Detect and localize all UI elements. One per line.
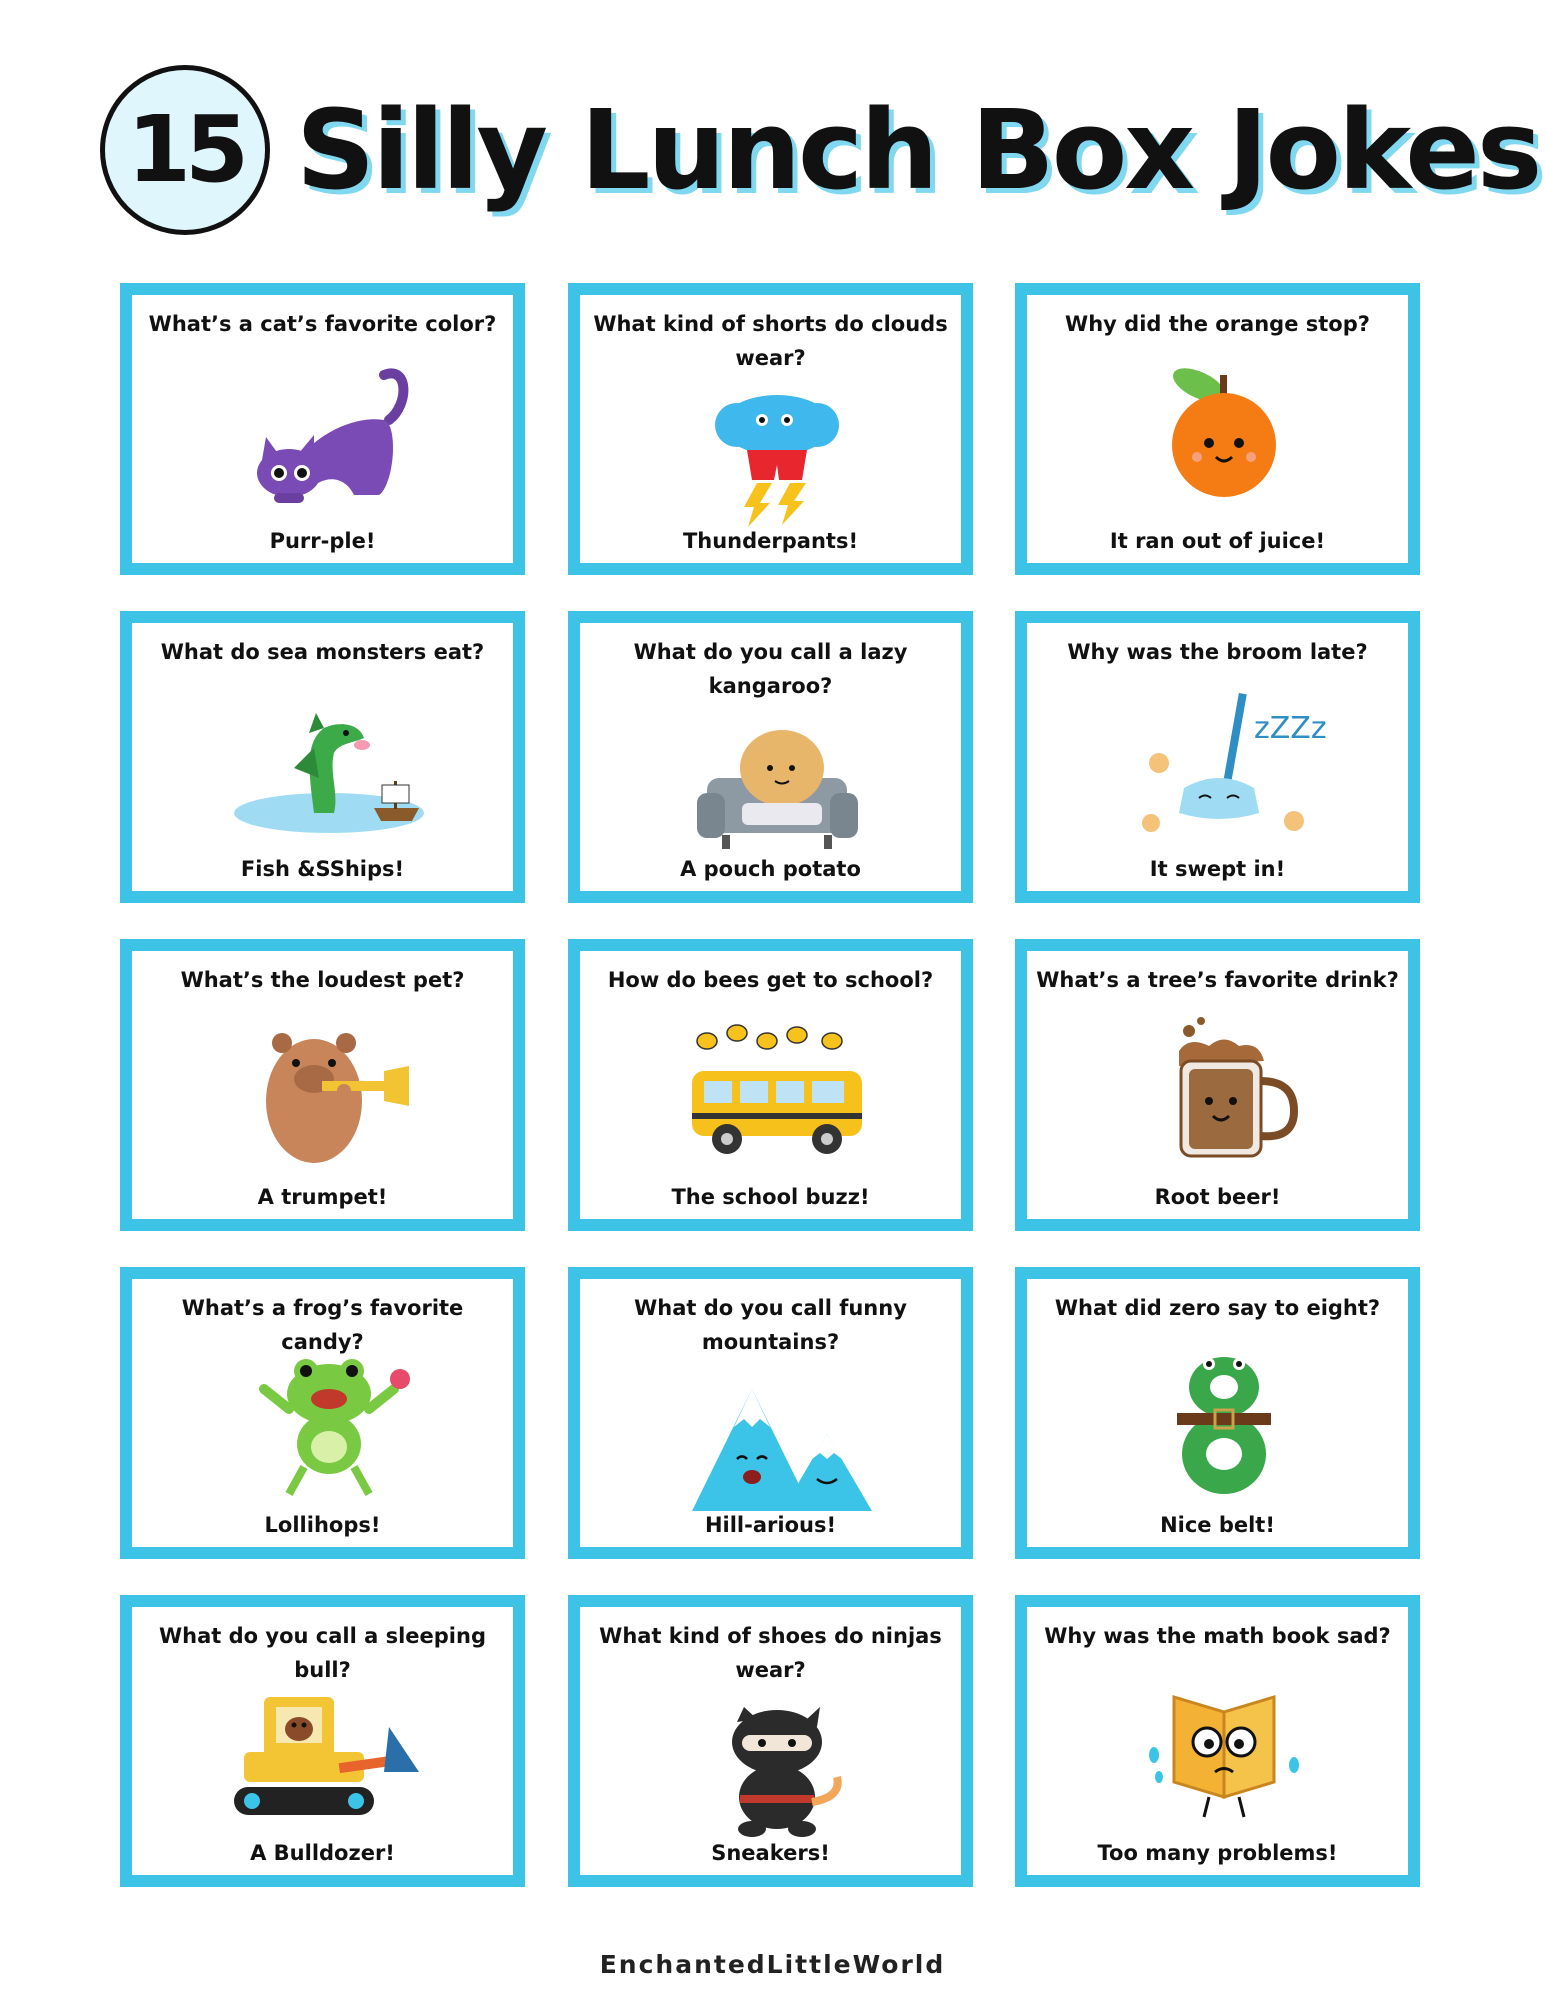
joke-card	[568, 1595, 973, 1887]
bull-bulldozer-icon	[234, 1677, 424, 1827]
footer-brand: EnchantedLittleWorld	[599, 1950, 946, 1979]
school-bus-bees-icon	[682, 1021, 872, 1171]
joke-question: Why was the broom late?	[1067, 640, 1368, 664]
purple-cat-icon	[234, 365, 424, 515]
joke-card	[1015, 1595, 1420, 1887]
laughing-mountains-icon	[682, 1379, 872, 1514]
joke-card	[1015, 283, 1420, 575]
joke-card	[120, 1595, 525, 1887]
crying-book-icon	[1129, 1677, 1319, 1827]
joke-count-badge: 15	[100, 65, 270, 235]
joke-answer: Lollihops!	[264, 1513, 381, 1537]
joke-answer: It swept in!	[1149, 857, 1286, 881]
joke-answer: A pouch potato	[680, 857, 861, 881]
joke-question: What’s a tree’s favorite drink?	[1036, 968, 1399, 992]
joke-answer: Nice belt!	[1160, 1513, 1275, 1537]
joke-card	[120, 611, 525, 903]
joke-answer: Purr-ple!	[269, 529, 376, 553]
joke-question: What do you call funny mountains?	[634, 1296, 907, 1354]
joke-question: What’s the loudest pet?	[180, 968, 465, 992]
joke-question: How do bees get to school?	[607, 968, 934, 992]
joke-question: What do you call a sleeping bull?	[159, 1624, 486, 1682]
cloud-thunderpants-icon	[682, 395, 872, 530]
joke-card	[120, 1267, 525, 1559]
joke-card	[568, 939, 973, 1231]
joke-question: What kind of shorts do clouds wear?	[593, 312, 948, 370]
joke-card	[1015, 939, 1420, 1231]
joke-card	[120, 283, 525, 575]
joke-question: What did zero say to eight?	[1054, 1296, 1381, 1320]
joke-answer: A trumpet!	[257, 1185, 388, 1209]
capybara-trumpet-icon	[234, 1021, 424, 1171]
joke-question: What’s a cat’s favorite color?	[148, 312, 497, 336]
orange-icon	[1129, 365, 1319, 515]
joke-question: Why was the math book sad?	[1044, 1624, 1391, 1648]
joke-answer: Hill-arious!	[704, 1513, 837, 1537]
joke-card	[568, 611, 973, 903]
page-title: Silly Lunch Box Jokes	[296, 85, 1540, 214]
joke-card	[120, 939, 525, 1231]
joke-card	[568, 283, 973, 575]
joke-question: What kind of shoes do ninjas wear?	[599, 1624, 942, 1682]
sea-monster-icon	[234, 693, 424, 843]
svg-text:zZZz: zZZz	[1254, 711, 1327, 746]
frog-lollipop-icon	[234, 1349, 424, 1499]
joke-answer: Root beer!	[1154, 1185, 1281, 1209]
joke-question: Why did the orange stop?	[1065, 312, 1370, 336]
page-header	[100, 62, 1539, 237]
joke-answer: A Bulldozer!	[250, 1841, 395, 1865]
joke-card	[1015, 1267, 1420, 1559]
joke-answer: Thunderpants!	[682, 529, 859, 553]
joke-answer: Sneakers!	[711, 1841, 830, 1865]
joke-card	[568, 1267, 973, 1559]
potato-on-couch-icon	[682, 723, 872, 858]
joke-question: What do you call a lazy kangaroo?	[633, 640, 908, 698]
joke-question: What’s a frog’s favorite candy?	[181, 1296, 464, 1354]
joke-answer: The school buzz!	[671, 1185, 870, 1209]
sleeping-broom-icon	[1129, 693, 1327, 843]
joke-card	[1015, 611, 1420, 903]
ninja-cat-icon	[682, 1707, 872, 1842]
eight-with-belt-icon	[1129, 1349, 1319, 1499]
root-beer-mug-icon	[1129, 1021, 1319, 1171]
joke-question: What do sea monsters eat?	[160, 640, 485, 664]
joke-answer: Too many problems!	[1097, 1841, 1338, 1865]
joke-answer: Fish &SShips!	[240, 857, 405, 881]
joke-answer: It ran out of juice!	[1109, 529, 1326, 553]
